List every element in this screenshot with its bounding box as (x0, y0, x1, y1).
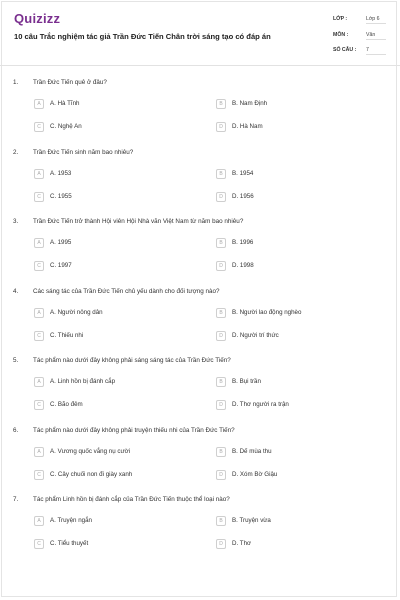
option-text: A. Truyện ngắn (50, 517, 92, 524)
question-text: Trần Đức Tiến trở thành Hội viên Hội Nhà văn Việt Nam từ năm bao nhiêu? (33, 218, 244, 225)
option-text: A. 1995 (50, 239, 72, 246)
quizizz-logo: Quizizz (14, 11, 61, 26)
answer-option-d[interactable] (216, 261, 366, 273)
question-text: Tác phẩm Linh hồn bị đánh cắp của Trần Đức Tiến thuộc thể loại nào? (33, 496, 230, 503)
answer-option-c[interactable] (34, 470, 184, 482)
answer-option-a[interactable] (34, 516, 184, 528)
option-text: C. Nghệ An (50, 123, 82, 130)
option-text: A. Hà Tĩnh (50, 100, 80, 107)
option-letter-box: C (34, 400, 44, 410)
option-text: A. 1953 (50, 169, 72, 177)
answer-option-d[interactable] (216, 192, 366, 204)
meta-value-subject: Văn (366, 32, 386, 40)
answer-option-a[interactable] (34, 238, 184, 250)
option-text: C. Cây chuối non đi giày xanh (50, 470, 133, 478)
answer-option-a[interactable] (34, 308, 184, 320)
answer-option-a[interactable] (34, 447, 184, 459)
option-letter-box: B (216, 377, 226, 387)
option-text: A. Vương quốc vắng nụ cười (50, 447, 131, 455)
answer-option-b[interactable] (216, 447, 366, 459)
question-number: 7. (13, 496, 19, 503)
answer-option-d[interactable] (216, 539, 366, 551)
answer-option-d[interactable] (216, 470, 366, 482)
question-number: 5. (13, 357, 19, 364)
question-item (0, 496, 400, 566)
question-item (0, 427, 400, 497)
question-item (0, 357, 400, 427)
option-letter-box: D (216, 122, 226, 132)
meta-label-count: SỐ CÂU : (333, 47, 357, 53)
meta-value-class: Lớp 6 (366, 16, 386, 24)
option-letter-box: B (216, 99, 226, 109)
option-text: D. Xóm Bờ Giậu (232, 470, 278, 478)
answer-option-d[interactable] (216, 400, 366, 412)
option-text: A. Người nông dân (50, 308, 103, 316)
option-letter-box: C (34, 192, 44, 202)
option-letter-box: A (34, 99, 44, 109)
header-divider (0, 65, 400, 66)
option-text: B. Bụi trần (232, 378, 261, 385)
option-letter-box: B (216, 447, 226, 457)
option-text: C. Bão đêm (50, 401, 83, 408)
option-letter-box: A (34, 169, 44, 179)
option-text: D. 1998 (232, 262, 254, 269)
option-text: D. Hà Nam (232, 123, 263, 130)
option-letter-box: B (216, 238, 226, 248)
question-text: Trần Đức Tiến sinh năm bao nhiêu? (33, 148, 134, 156)
option-text: B. 1954 (232, 169, 254, 177)
question-number: 1. (13, 79, 19, 86)
option-text: A. Linh hồn bị đánh cắp (50, 378, 116, 385)
worksheet-title: 10 câu Trắc nghiệm tác giả Trần Đức Tiến Chân trời sáng tạo có đáp án (14, 32, 271, 41)
answer-option-b[interactable] (216, 516, 366, 528)
answer-option-d[interactable] (216, 331, 366, 343)
option-letter-box: D (216, 400, 226, 410)
answer-option-b[interactable] (216, 308, 366, 320)
answer-option-b[interactable] (216, 99, 366, 111)
answer-option-c[interactable] (34, 122, 184, 134)
answer-option-c[interactable] (34, 331, 184, 343)
question-item (0, 149, 400, 219)
question-item (0, 218, 400, 288)
question-text: Các sáng tác của Trần Đức Tiến chủ yếu dành cho đối tượng nào? (33, 287, 220, 295)
option-text: D. Thơ người ra trận (232, 401, 289, 408)
option-letter-box: A (34, 308, 44, 318)
option-text: B. Người lao động nghèo (232, 308, 302, 316)
option-letter-box: C (34, 261, 44, 271)
option-text: C. 1997 (50, 262, 72, 269)
worksheet-header (0, 0, 400, 64)
answer-option-b[interactable] (216, 238, 366, 250)
question-item (0, 288, 400, 358)
option-letter-box: A (34, 377, 44, 387)
option-text: C. Tiểu thuyết (50, 540, 89, 547)
option-text: D. Người trí thức (232, 331, 279, 339)
option-letter-box: C (34, 331, 44, 341)
option-letter-box: A (34, 238, 44, 248)
answer-option-a[interactable] (34, 169, 184, 181)
answer-option-a[interactable] (34, 99, 184, 111)
meta-value-count: 7 (366, 47, 386, 55)
answer-option-c[interactable] (34, 539, 184, 551)
option-letter-box: B (216, 308, 226, 318)
question-number: 2. (13, 148, 19, 156)
option-letter-box: A (34, 447, 44, 457)
option-letter-box: C (34, 470, 44, 480)
option-letter-box: C (34, 539, 44, 549)
option-text: D. 1956 (232, 192, 254, 200)
answer-option-b[interactable] (216, 169, 366, 181)
option-text: D. Thơ (232, 540, 252, 547)
question-number: 6. (13, 426, 19, 434)
question-text: Trần Đức Tiến quê ở đâu? (33, 79, 107, 86)
answer-option-a[interactable] (34, 377, 184, 389)
option-text: C. Thiếu nhi (50, 331, 84, 339)
question-number: 4. (13, 287, 19, 295)
option-letter-box: C (34, 122, 44, 132)
answer-option-b[interactable] (216, 377, 366, 389)
option-letter-box: B (216, 169, 226, 179)
answer-option-c[interactable] (34, 261, 184, 273)
option-letter-box: A (34, 516, 44, 526)
option-text: B. Nam Định (232, 100, 268, 107)
option-text: B. Truyện vừa (232, 517, 271, 524)
answer-option-c[interactable] (34, 400, 184, 412)
option-text: C. 1955 (50, 192, 72, 200)
option-letter-box: D (216, 470, 226, 480)
question-number: 3. (13, 218, 19, 225)
option-letter-box: D (216, 331, 226, 341)
option-letter-box: D (216, 192, 226, 202)
option-text: B. Dế mùa thu (232, 447, 272, 455)
answer-option-c[interactable] (34, 192, 184, 204)
question-text: Tác phẩm nào dưới đây không phải sáng sáng tác của Trần Đức Tiến? (33, 357, 231, 364)
meta-label-class: LỚP : (333, 16, 348, 22)
option-letter-box: D (216, 539, 226, 549)
option-letter-box: B (216, 516, 226, 526)
question-item (0, 79, 400, 149)
option-letter-box: D (216, 261, 226, 271)
meta-label-subject: MÔN : (333, 32, 349, 38)
question-text: Tác phẩm nào dưới đây không phải truyện thiếu nhi của Trần Đức Tiến? (33, 426, 235, 434)
option-text: B. 1996 (232, 239, 254, 246)
answer-option-d[interactable] (216, 122, 366, 134)
